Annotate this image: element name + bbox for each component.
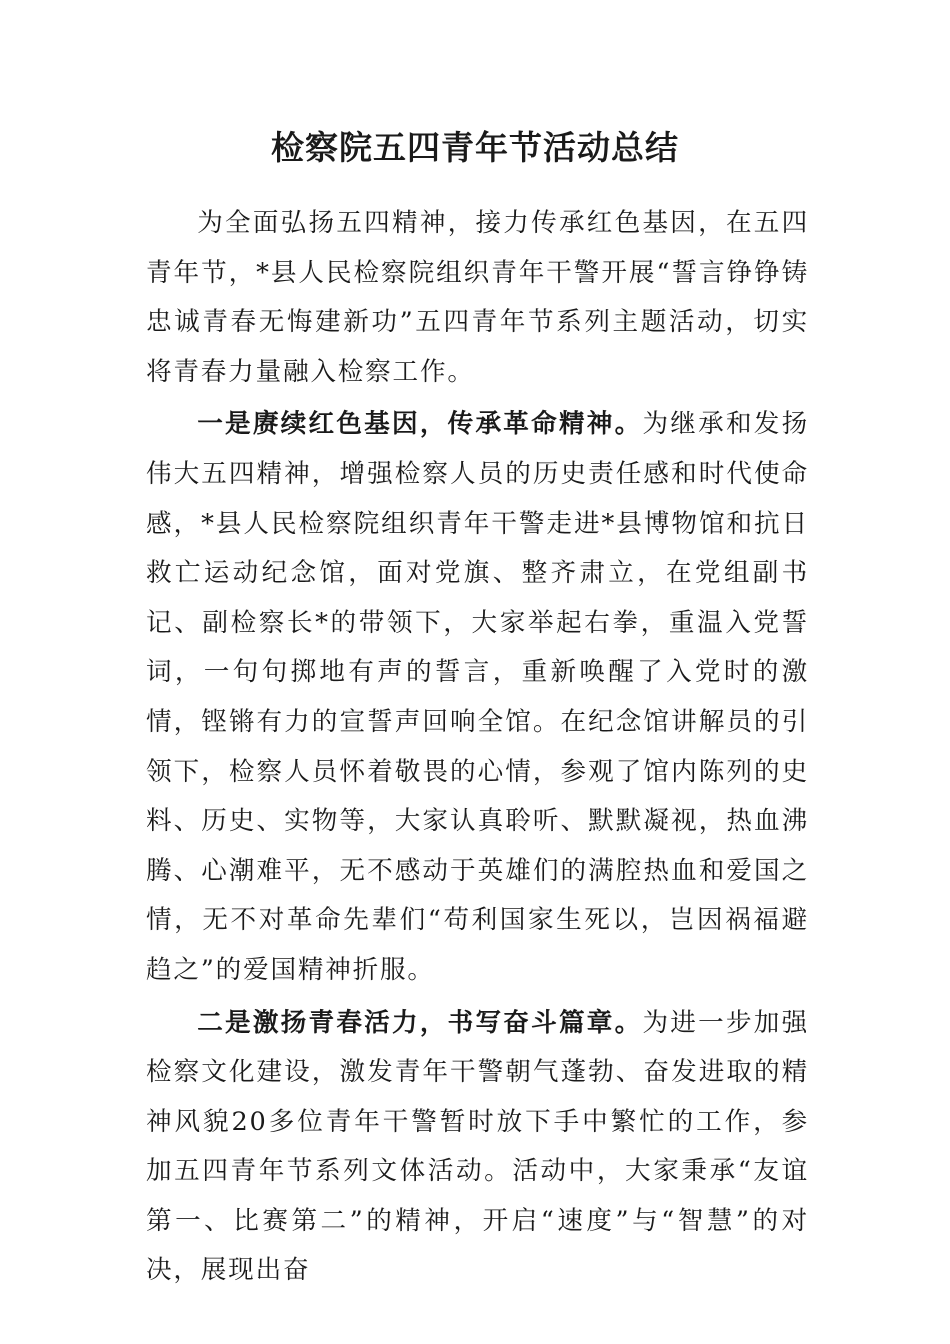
paragraph-intro bbox=[146, 199, 809, 397]
paragraph-section-2 bbox=[146, 999, 809, 1297]
section-heading: 二是激扬青春活力，书写奋斗篇章。 bbox=[197, 1007, 643, 1038]
paragraph-text: 为继承和发扬伟大五四精神，增强检察人员的历史责任感和时代使命感，*县人民检察院组织青年干警走进*县博物馆和抗日救亡运动纪念馆，面对党旗、整齐肃立，在党组副书记、副检察长*的带领下，大家举起右拳，重温入党誓词，一句句掷地有声的誓言，重新唤醒了入党时的激情，铿锵有力的宣誓声回响全馆。在纪念馆讲解员的引领下，检察人员怀着敬畏的心情，参观了馆内陈列的史料、历史、实物等，大家认真聆听、默默凝视，热血沸腾、心潮难平，无不感动于英雄们的满腔热血和爱国之情，无不对革命先辈们“苟利国家生死以，岂因祸福避趋之”的爱国精神折服。 bbox=[146, 409, 809, 985]
document-body bbox=[146, 199, 809, 1296]
paragraph-text: 为全面弘扬五四精神，接力传承红色基因，在五四青年节，*县人民检察院组织青年干警开展“誓言铮铮铸忠诚青春无悔建新功”五四青年节系列主题活动，切实将青春力量融入检察工作。 bbox=[146, 208, 809, 387]
section-heading: 一是赓续红色基因，传承革命精神。 bbox=[197, 409, 643, 440]
paragraph-text: 为进一步加强检察文化建设，激发青年干警朝气蓬勃、奋发进取的精神风貌20多位青年干警暂时放下手中繁忙的工作，参加五四青年节系列文体活动。活动中，大家秉承“友谊第一、比赛第二”的精神，开启“速度”与“智慧”的对决，展现出奋 bbox=[146, 1007, 809, 1286]
paragraph-section-1 bbox=[146, 400, 809, 995]
document-title: 检察院五四青年节活动总结 bbox=[271, 128, 679, 167]
